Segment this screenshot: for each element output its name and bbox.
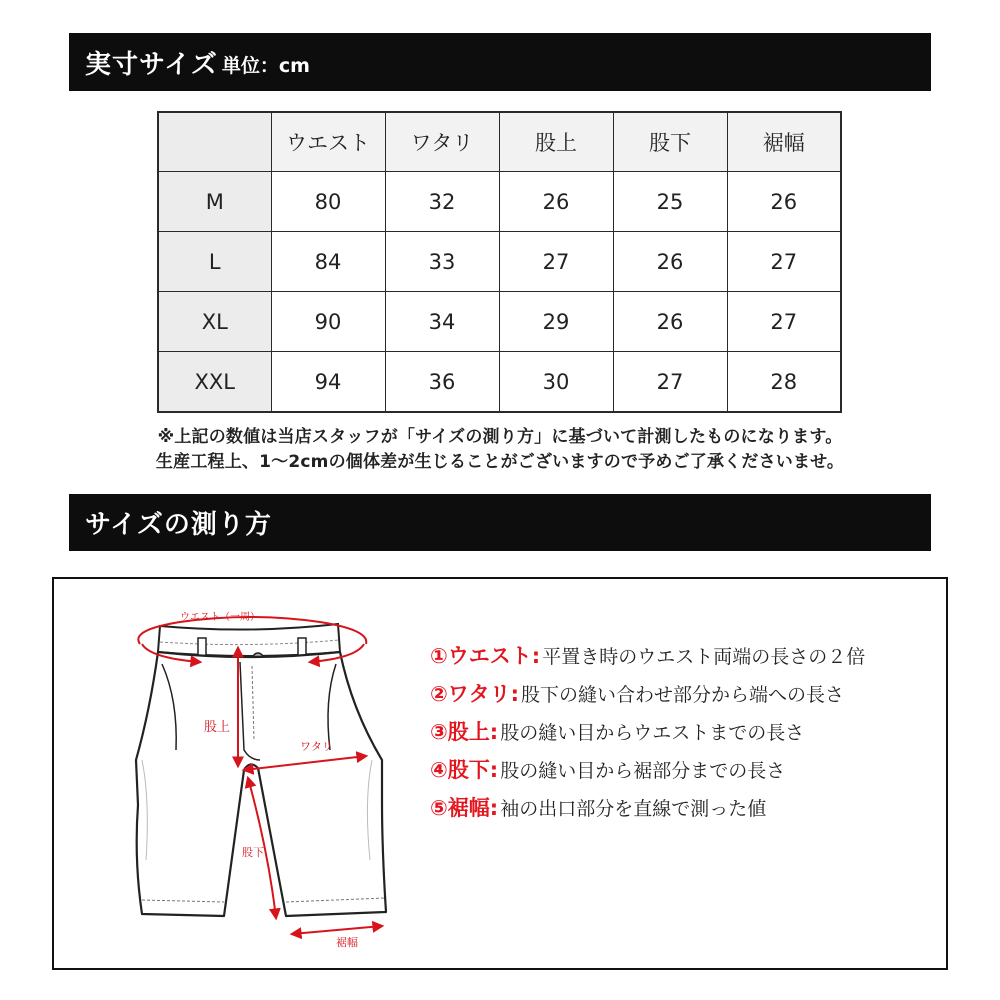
- legend-desc: 股下の縫い合わせ部分から端への長さ: [520, 683, 844, 706]
- table-cell: 30: [499, 352, 613, 413]
- hem-label: 裾幅: [336, 936, 358, 949]
- table-cell: 26: [613, 292, 727, 352]
- column-header-waist: ウエスト: [271, 112, 385, 172]
- legend-key: ⑤裾幅:: [430, 796, 499, 820]
- column-header-rise: 股上: [499, 112, 613, 172]
- row-header-size: XXL: [158, 352, 271, 413]
- table-cell: 84: [271, 232, 385, 292]
- legend-desc: 股の縫い目からウエストまでの長さ: [500, 721, 805, 744]
- column-header-inseam: 股下: [613, 112, 727, 172]
- legend-key: ④股下:: [430, 758, 499, 782]
- variance-note: 生産工程上、1〜2cmの個体差が生じることがございますので予めご了承くださいませ。: [155, 452, 845, 472]
- shorts-body-outline: [136, 652, 386, 916]
- rise-label: 股上: [204, 720, 231, 735]
- row-header-size: M: [158, 172, 271, 232]
- row-header-size: XL: [158, 292, 271, 352]
- measurement-note: ※上記の数値は当店スタッフが「サイズの測り方」に基づいて計測したものになります。: [157, 427, 843, 447]
- table-cell: 29: [499, 292, 613, 352]
- section-title: 実寸サイズ: [85, 49, 218, 80]
- table-corner-cell: [158, 112, 271, 172]
- table-cell: 34: [385, 292, 499, 352]
- legend-desc: 袖の出口部分を直線で測った値: [500, 797, 767, 820]
- table-cell: 27: [613, 352, 727, 413]
- shorts-diagram: [120, 600, 400, 950]
- table-cell: 26: [613, 232, 727, 292]
- waist-label: ウエスト（一周）: [180, 612, 260, 623]
- inseam-label: 股下: [242, 846, 264, 859]
- unit-label: 単位：cm: [221, 54, 310, 77]
- table-row: [158, 232, 841, 292]
- legend-desc: 股の縫い目から裾部分までの長さ: [500, 759, 786, 782]
- table-cell: 27: [727, 292, 841, 352]
- legend-desc: 平置き時のウエスト両端の長さの２倍: [542, 645, 866, 668]
- table-cell: 27: [727, 232, 841, 292]
- column-header-thigh: ワタリ: [385, 112, 499, 172]
- hem-measure-line: [292, 926, 382, 934]
- measurement-legend: [430, 636, 865, 826]
- legend-item-hem: [430, 788, 865, 826]
- legend-key: ①ウエスト:: [430, 644, 541, 668]
- table-row: [158, 352, 841, 413]
- section-title: サイズの測り方: [85, 510, 272, 540]
- legend-key: ③股上:: [430, 720, 499, 744]
- thigh-label: ワタリ: [300, 740, 333, 753]
- table-header-row: [158, 112, 841, 172]
- table-cell: 33: [385, 232, 499, 292]
- section-header-how-to-measure: [69, 494, 931, 551]
- table-cell: 26: [499, 172, 613, 232]
- table-cell: 80: [271, 172, 385, 232]
- table-cell: 26: [727, 172, 841, 232]
- column-header-hem: 裾幅: [727, 112, 841, 172]
- table-cell: 27: [499, 232, 613, 292]
- table-cell: 25: [613, 172, 727, 232]
- legend-item-inseam: [430, 750, 865, 788]
- section-header-actual-size: [69, 33, 931, 91]
- table-row: [158, 172, 841, 232]
- legend-item-waist: [430, 636, 865, 674]
- table-cell: 36: [385, 352, 499, 413]
- table-cell: 94: [271, 352, 385, 413]
- legend-item-thigh: [430, 674, 865, 712]
- row-header-size: L: [158, 232, 271, 292]
- table-cell: 28: [727, 352, 841, 413]
- size-table: [157, 111, 842, 413]
- waistband-shape: [158, 624, 340, 656]
- legend-key: ②ワタリ:: [430, 682, 519, 706]
- table-cell: 32: [385, 172, 499, 232]
- table-cell: 90: [271, 292, 385, 352]
- table-row: [158, 292, 841, 352]
- legend-item-rise: [430, 712, 865, 750]
